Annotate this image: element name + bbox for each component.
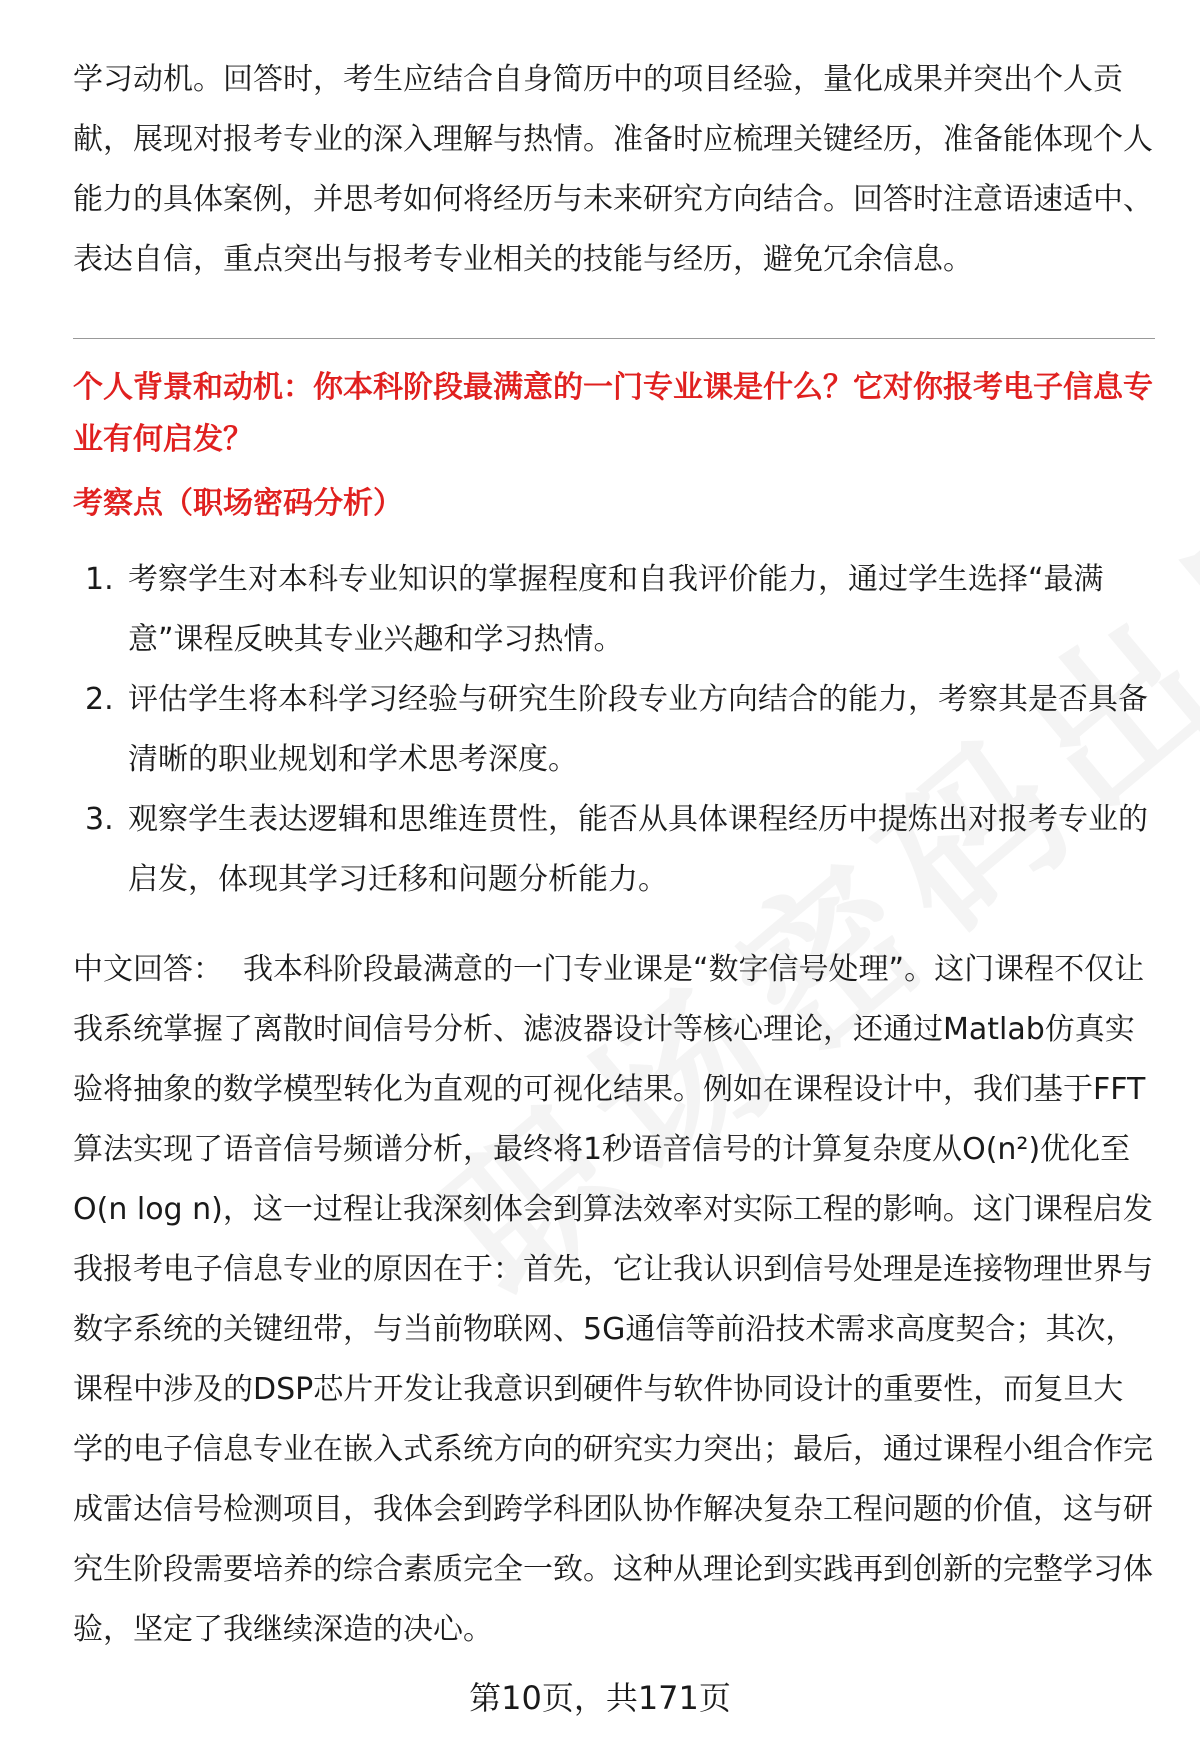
page-footer: 第10页，共171页 — [469, 1679, 731, 1717]
question-heading: 个人背景和动机：你本科阶段最满意的一门专业课是什么？它对你报考电子信息专业有何启发？ — [73, 370, 1153, 457]
assessment-points-list — [73, 550, 1153, 910]
point-number: 2. — [85, 682, 114, 717]
point-text: 观察学生表达逻辑和思维连贯性，能否从具体课程经历中提炼出对报考专业的启发，体现其学习迁移和问题分析能力。 — [128, 802, 1148, 897]
answer-paragraph — [73, 940, 1153, 1660]
assessment-point — [73, 790, 1153, 910]
assessment-point — [73, 550, 1153, 670]
section-divider — [73, 338, 1155, 339]
answer-text: 我本科阶段最满意的一门专业课是“数字信号处理”。这门课程不仅让我系统掌握了离散时间信号分析、滤波器设计等核心理论，还通过Matlab仿真实验将抽象的数学模型转化为直观的可视化结果。例如在课程设计中，我们基于FFT算法实现了语音信号频谱分析，最终将1秒语音信号的计算复杂度从O(n²)优化至O(n log n)，这一过程让我深刻体会到算法效率对实际工程的影响。这门课程启发我报考电子信息专业的原因在于：首先，它让我认识到信号处理是连接物理世界与数字系统的关键纽带，与当前物联网、5G通信等前沿技术需求高度契合；其次，课程中涉及的DSP芯片开发让我意识到硬件与软件协同设计的重要性，而复旦大学的电子信息专业在嵌入式系统方向的研究实力突出；最后，通过课程小组合作完成雷达信号检测项目，我体会到跨学科团队协作解决复杂工程问题的价值，这与研究生阶段需要培养的综合素质完全一致。这种从理论到实践再到创新的完整学习体验，坚定了我继续深造的决心。 — [73, 952, 1153, 1647]
assessment-heading: 考察点（职场密码分析） — [73, 486, 403, 521]
answer-label: 中文回答： — [73, 952, 223, 987]
point-text: 考察学生对本科专业知识的掌握程度和自我评价能力，通过学生选择“最满意”课程反映其专业兴趣和学习热情。 — [128, 562, 1104, 657]
point-text: 评估学生将本科学习经验与研究生阶段专业方向结合的能力，考察其是否具备清晰的职业规划和学术思考深度。 — [128, 682, 1148, 777]
point-number: 1. — [85, 562, 114, 597]
assessment-point — [73, 670, 1153, 790]
point-number: 3. — [85, 802, 114, 837]
intro-paragraph: 学习动机。回答时，考生应结合自身简历中的项目经验，量化成果并突出个人贡献，展现对报考专业的深入理解与热情。准备时应梳理关键经历，准备能体现个人能力的具体案例，并思考如何将经历与未来研究方向结合。回答时注意语速适中、表达自信，重点突出与报考专业相关的技能与经历，避免冗余信息。 — [73, 62, 1153, 277]
